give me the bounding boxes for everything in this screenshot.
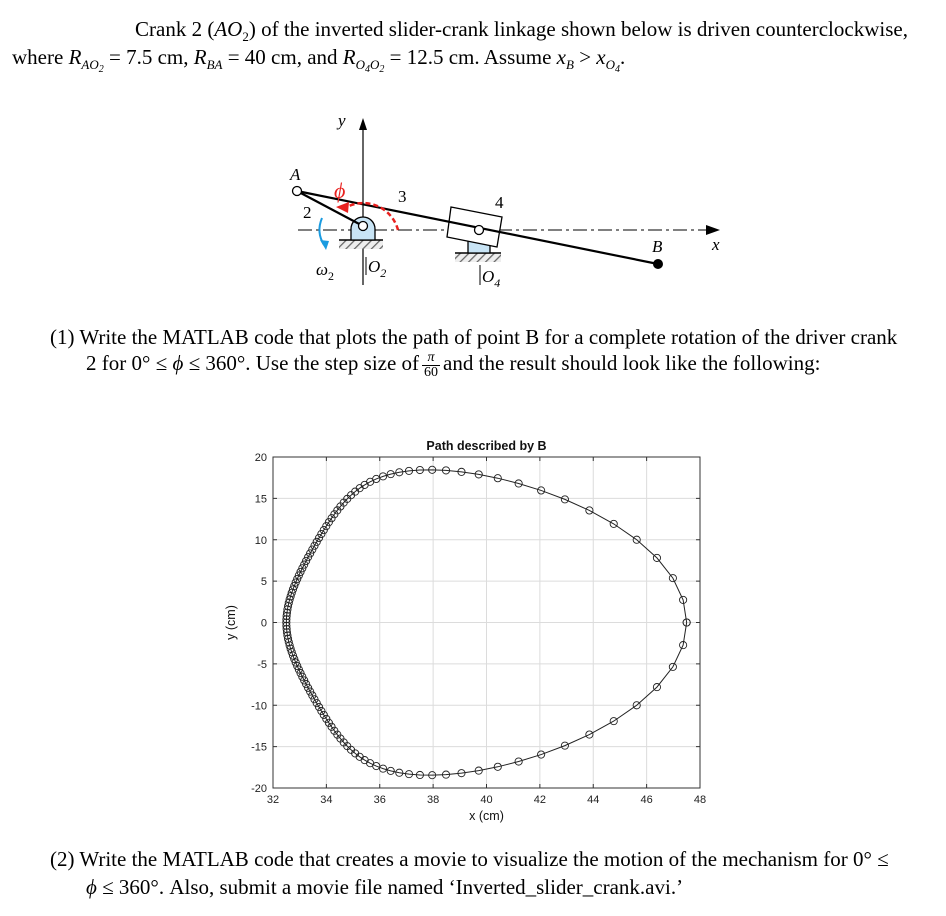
label-2: 2 xyxy=(303,203,312,222)
tick-label-y: -5 xyxy=(257,658,267,671)
tick-label-x: 32 xyxy=(266,794,280,806)
question-2-line-2: ϕ ≤ 360°. Also, submit a movie file named ‘Inverted_slider_crank.avi.’ xyxy=(86,875,684,899)
tick-label-y: -15 xyxy=(251,741,267,754)
label-b: B xyxy=(652,237,663,256)
pin-o2-center xyxy=(359,222,368,231)
chart-title: Path described by B xyxy=(426,439,547,453)
x-axis-label: x xyxy=(712,235,720,254)
tick-label-y: 10 xyxy=(254,534,267,547)
tick-label-x: 36 xyxy=(373,794,386,806)
tick-label-y: 5 xyxy=(260,576,267,589)
tick-label-x: 48 xyxy=(693,794,707,806)
label-a: A xyxy=(290,165,301,184)
label-o2: $O_2$ xyxy=(368,257,387,280)
tick-label-y: 20 xyxy=(254,452,267,464)
intro-line-1: Crank 2 $(AO_2)$ of the inverted slider-crank linkage shown below is driven counterclockwise, xyxy=(135,17,908,44)
tick-label-y: 0 xyxy=(260,617,267,630)
question-1-line-1: (1) Write the MATLAB code that plots the path of point B for a complete rotation of the driver crank xyxy=(50,325,898,349)
tick-label-x: 34 xyxy=(320,794,333,806)
phi-arrow xyxy=(336,202,349,213)
pin-o4-center xyxy=(475,226,484,235)
ground-o2 xyxy=(339,240,383,249)
label-4: 4 xyxy=(495,193,504,212)
point-b xyxy=(653,259,663,269)
y-axis-label: y (cm) xyxy=(224,605,238,640)
tick-label-x: 44 xyxy=(587,794,600,806)
tick-label-y: -20 xyxy=(251,783,267,795)
path-chart xyxy=(0,430,946,870)
omega-label: $\omega_2$ xyxy=(316,260,335,283)
pin-a xyxy=(293,187,302,196)
omega-arrow xyxy=(320,240,329,250)
question-1-line-2: 2 for 0° ≤ ϕ ≤ 360°. Use the step size of $\frac{\pi}{60}$ and the result should look like the following: xyxy=(86,349,821,380)
intro-line-2: where $R_{AO_2} = 7.5$ cm, $R_{BA} = 40$ cm, and $R_{O_4O_2} = 12.5$ cm. Assume $x_B > x_{O_4}$. xyxy=(12,45,626,75)
tick-label-y: 15 xyxy=(254,493,267,506)
label-o4: $O_4$ xyxy=(482,267,501,290)
question-2-line-1: (2) Write the MATLAB code that creates a movie to visualize the motion of the mechanism for 0° ≤ xyxy=(50,847,889,871)
tick-label-x: 46 xyxy=(640,794,653,806)
step-fraction: $\frac{\pi}{60}$ xyxy=(424,349,439,380)
tick-label-x: 42 xyxy=(533,794,546,806)
y-axis-label: y xyxy=(338,111,346,130)
tick-label-y: -10 xyxy=(251,700,267,713)
label-3: 3 xyxy=(398,187,407,206)
tick-label-x: 38 xyxy=(427,794,440,806)
y-axis-arrow xyxy=(359,118,367,130)
x-axis-arrow xyxy=(706,225,720,235)
phi-label: ϕ xyxy=(334,178,346,203)
x-axis-label: x (cm) xyxy=(469,809,504,823)
tick-label-x: 40 xyxy=(480,794,493,806)
ground-o4 xyxy=(455,253,501,262)
